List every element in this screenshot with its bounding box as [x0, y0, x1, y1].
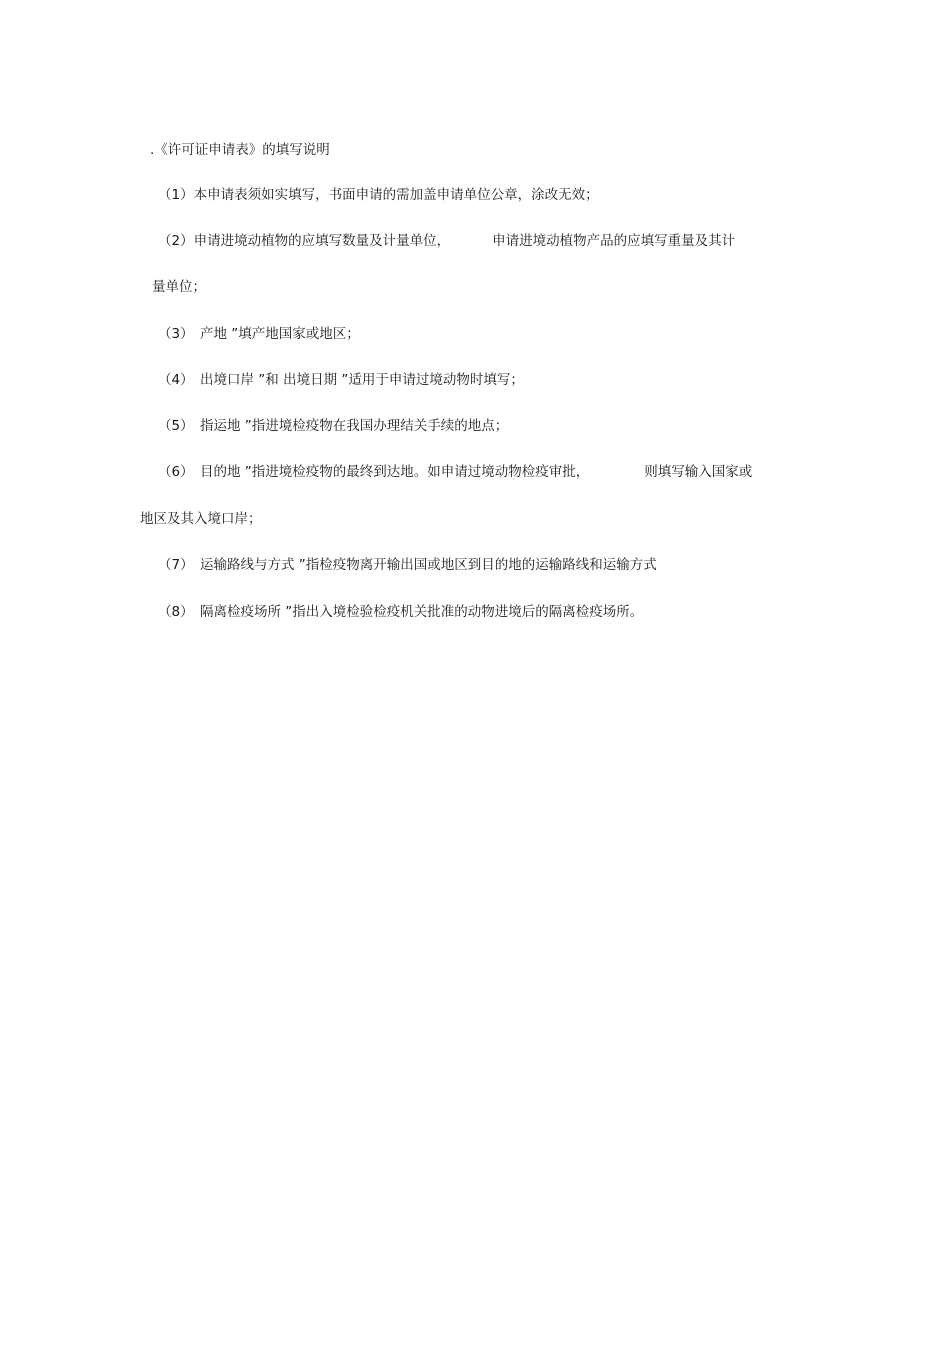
- item-number: （5）: [158, 418, 194, 434]
- item-text: 运输路线与方式 ”指检疫物离开输出国或地区到目的地的运输路线和运输方式: [200, 557, 657, 573]
- instruction-item-2-part1: （2）申请进境动植物的应填写数量及计量单位，: [158, 233, 451, 249]
- instruction-item-2-continuation: 量单位；: [152, 279, 206, 295]
- item-text: 隔离检疫场所 ”指出入境检验检疫机关批准的动物进境后的隔离检疫场所。: [200, 604, 644, 620]
- instruction-item-6-continuation: 地区及其入境口岸；: [140, 511, 262, 527]
- document-title: .《许可证申请表》的填写说明: [150, 142, 330, 158]
- instruction-item-8: [158, 603, 643, 621]
- instruction-item-6: [158, 463, 752, 481]
- item-text-part1: 目的地 ”指进境检疫物的最终到达地。如申请过境动物检疫审批，: [200, 464, 590, 480]
- instruction-item-2-part2: 申请进境动植物产品的应填写重量及其计: [492, 233, 736, 249]
- item-number: （3）: [158, 326, 194, 342]
- instruction-item-4: [158, 371, 524, 389]
- item-text: 产地 ”填产地国家或地区；: [200, 326, 360, 342]
- instruction-item-2: [158, 232, 735, 250]
- item-text: 出境口岸 ”和 出境日期 ”适用于申请过境动物时填写；: [200, 372, 524, 388]
- item-number: （7）: [158, 557, 194, 573]
- item-number: （4）: [158, 372, 194, 388]
- instruction-item-3: [158, 325, 360, 343]
- item-number: （8）: [158, 604, 194, 620]
- item-number: （6）: [158, 464, 194, 480]
- instruction-item-5: [158, 417, 508, 435]
- item-text-part2: 则填写输入国家或: [644, 464, 753, 480]
- instruction-item-1: （1）本申请表须如实填写，书面申请的需加盖申请单位公章，涂改无效；: [158, 187, 599, 203]
- item-text: 指运地 ”指进境检疫物在我国办理结关手续的地点；: [200, 418, 509, 434]
- instruction-item-7: [158, 556, 657, 574]
